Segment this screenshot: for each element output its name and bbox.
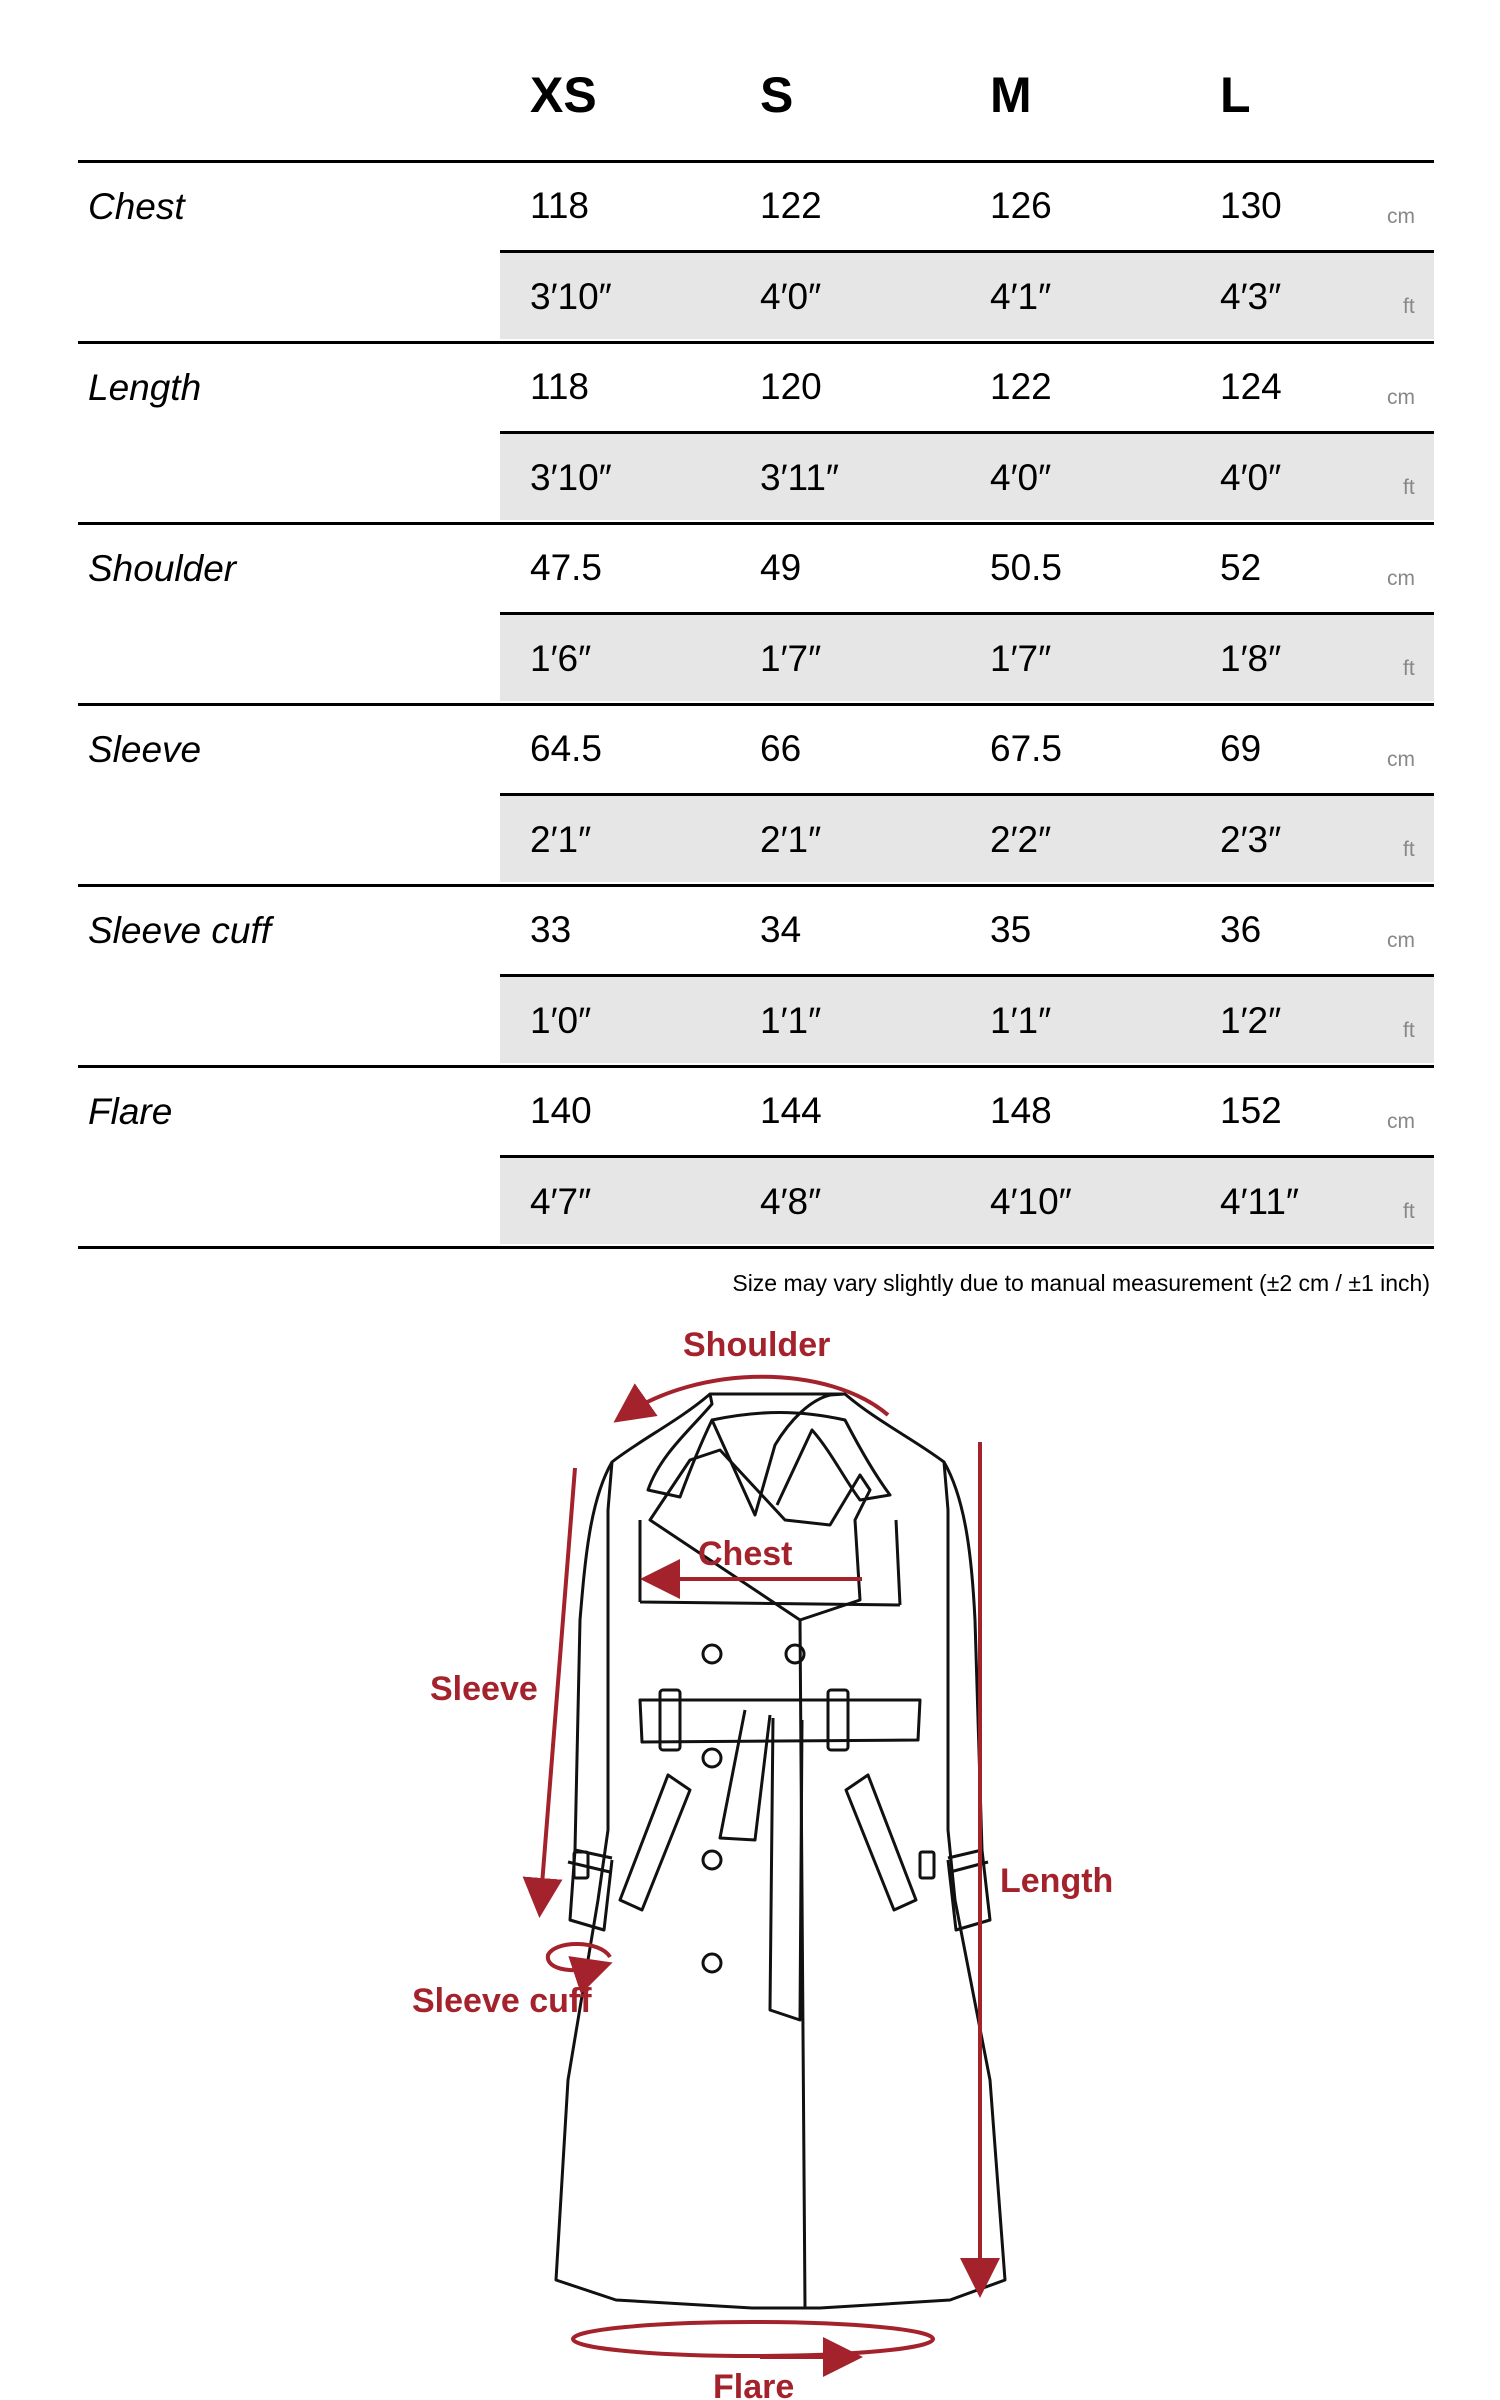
row-flare-sub-divider	[500, 1155, 1434, 1158]
cell-shoulder-ft: 1′6″	[530, 638, 592, 679]
cell-chest-ft: 4′0″	[760, 276, 822, 317]
cell-chest-cm: 126	[990, 185, 1052, 226]
row-divider	[78, 522, 1434, 525]
row-label-flare: Flare	[88, 1091, 173, 1132]
cell-sleeve-cuff-cm: 35	[990, 909, 1032, 950]
sleeve-arrow-icon	[540, 1468, 575, 1910]
row-chest-sub-divider	[500, 250, 1434, 253]
cell-chest-ft: 3′10″	[530, 276, 612, 317]
cell-sleeve-cm: 66	[760, 728, 802, 769]
cell-chest-cm: 130	[1220, 185, 1282, 226]
cell-shoulder-ft: 1′7″	[990, 638, 1052, 679]
cell-length-cm: 118	[530, 366, 589, 407]
cell-flare-ft: 4′7″	[530, 1181, 592, 1222]
row-divider	[78, 884, 1434, 887]
diagram-label-flare: Flare	[713, 2368, 795, 2400]
unit-ft-sleeve: ft	[1403, 838, 1415, 861]
cell-chest-cm: 122	[760, 185, 822, 226]
unit-cm-shoulder: cm	[1387, 567, 1415, 590]
cell-shoulder-cm: 49	[760, 547, 802, 588]
row-divider	[78, 703, 1434, 706]
row-shoulder-ft-band	[500, 614, 1434, 701]
row-sleeve-ft-band	[500, 795, 1434, 882]
sleeve-cuff-arrow-icon	[548, 1944, 610, 1970]
row-divider	[78, 1065, 1434, 1068]
cell-length-ft: 4′0″	[1220, 457, 1282, 498]
row-chest-ft-band	[500, 252, 1434, 339]
cell-sleeve-cuff-cm: 34	[760, 909, 802, 950]
cell-flare-cm: 140	[530, 1090, 592, 1131]
row-label-shoulder: Shoulder	[88, 548, 237, 589]
cell-flare-ft: 4′11″	[1220, 1181, 1300, 1222]
row-label-chest: Chest	[88, 186, 185, 227]
cell-sleeve-cuff-ft: 1′1″	[990, 1000, 1052, 1041]
cell-length-ft: 3′10″	[530, 457, 612, 498]
unit-cm-sleeve-cuff: cm	[1387, 929, 1415, 952]
row-divider	[78, 1246, 1434, 1249]
cell-chest-ft: 4′3″	[1220, 276, 1282, 317]
coat-measurement-diagram	[0, 1290, 1500, 2400]
unit-cm-flare: cm	[1387, 1110, 1415, 1133]
row-label-sleeve-cuff: Sleeve cuff	[88, 910, 272, 951]
cell-flare-cm: 144	[760, 1090, 822, 1131]
unit-ft-length: ft	[1403, 476, 1415, 499]
measurement-note: Size may vary slightly due to manual measurement (±2 cm / ±1 inch)	[732, 1270, 1430, 1296]
cell-sleeve-ft: 2′1″	[530, 819, 592, 860]
cell-shoulder-ft: 1′7″	[760, 638, 822, 679]
row-divider	[78, 160, 1434, 163]
coat-outline-icon	[556, 1394, 1005, 2308]
diagram-label-sleeve-cuff: Sleeve cuff	[412, 1982, 592, 2020]
diagram-label-shoulder: Shoulder	[683, 1326, 831, 1364]
row-sleeve-cuff-sub-divider	[500, 974, 1434, 977]
row-label-length: Length	[88, 367, 202, 408]
row-length-ft-band	[500, 433, 1434, 520]
cell-sleeve-cm: 69	[1220, 728, 1262, 769]
row-divider	[78, 341, 1434, 344]
cell-length-cm: 120	[760, 366, 822, 407]
cell-sleeve-cuff-ft: 1′2″	[1220, 1000, 1282, 1041]
cell-flare-cm: 148	[990, 1090, 1052, 1131]
cell-flare-ft: 4′10″	[990, 1181, 1072, 1222]
cell-sleeve-cuff-cm: 36	[1220, 909, 1262, 950]
cell-sleeve-cm: 64.5	[530, 728, 603, 769]
cell-chest-cm: 118	[530, 185, 589, 226]
row-length-sub-divider	[500, 431, 1434, 434]
cell-sleeve-cuff-ft: 1′1″	[760, 1000, 822, 1041]
cell-length-ft: 3′11″	[760, 457, 840, 498]
cell-shoulder-cm: 50.5	[990, 547, 1063, 588]
row-shoulder-sub-divider	[500, 612, 1434, 615]
cell-length-cm: 124	[1220, 366, 1282, 407]
unit-cm-chest: cm	[1387, 205, 1415, 228]
cell-shoulder-cm: 52	[1220, 547, 1262, 588]
measurement-guides	[540, 1377, 980, 2357]
cell-length-ft: 4′0″	[990, 457, 1052, 498]
size-header-s: S	[760, 67, 794, 123]
cell-shoulder-ft: 1′8″	[1220, 638, 1282, 679]
diagram-label-chest: Chest	[698, 1535, 793, 1573]
cell-sleeve-cuff-ft: 1′0″	[530, 1000, 592, 1041]
cell-sleeve-ft: 2′1″	[760, 819, 822, 860]
cell-sleeve-cuff-cm: 33	[530, 909, 572, 950]
cell-chest-ft: 4′1″	[990, 276, 1052, 317]
unit-ft-shoulder: ft	[1403, 657, 1415, 680]
unit-cm-length: cm	[1387, 386, 1415, 409]
diagram-label-length: Length	[1000, 1862, 1114, 1900]
cell-sleeve-ft: 2′2″	[990, 819, 1052, 860]
cell-length-cm: 122	[990, 366, 1052, 407]
cell-sleeve-cm: 67.5	[990, 728, 1063, 769]
cell-sleeve-ft: 2′3″	[1220, 819, 1282, 860]
unit-cm-sleeve: cm	[1387, 748, 1415, 771]
unit-ft-chest: ft	[1403, 295, 1415, 318]
size-header-xs: XS	[530, 67, 597, 123]
size-header-m: M	[990, 67, 1032, 123]
flare-ellipse-icon	[573, 2322, 933, 2356]
cell-flare-cm: 152	[1220, 1090, 1282, 1131]
cell-flare-ft: 4′8″	[760, 1181, 822, 1222]
unit-ft-flare: ft	[1403, 1200, 1415, 1223]
row-sleeve-sub-divider	[500, 793, 1434, 796]
unit-ft-sleeve-cuff: ft	[1403, 1019, 1415, 1042]
size-header-l: L	[1220, 67, 1251, 123]
row-label-sleeve: Sleeve	[88, 729, 202, 770]
diagram-label-sleeve: Sleeve	[430, 1670, 538, 1708]
cell-shoulder-cm: 47.5	[530, 547, 603, 588]
row-sleeve-cuff-ft-band	[500, 976, 1434, 1063]
